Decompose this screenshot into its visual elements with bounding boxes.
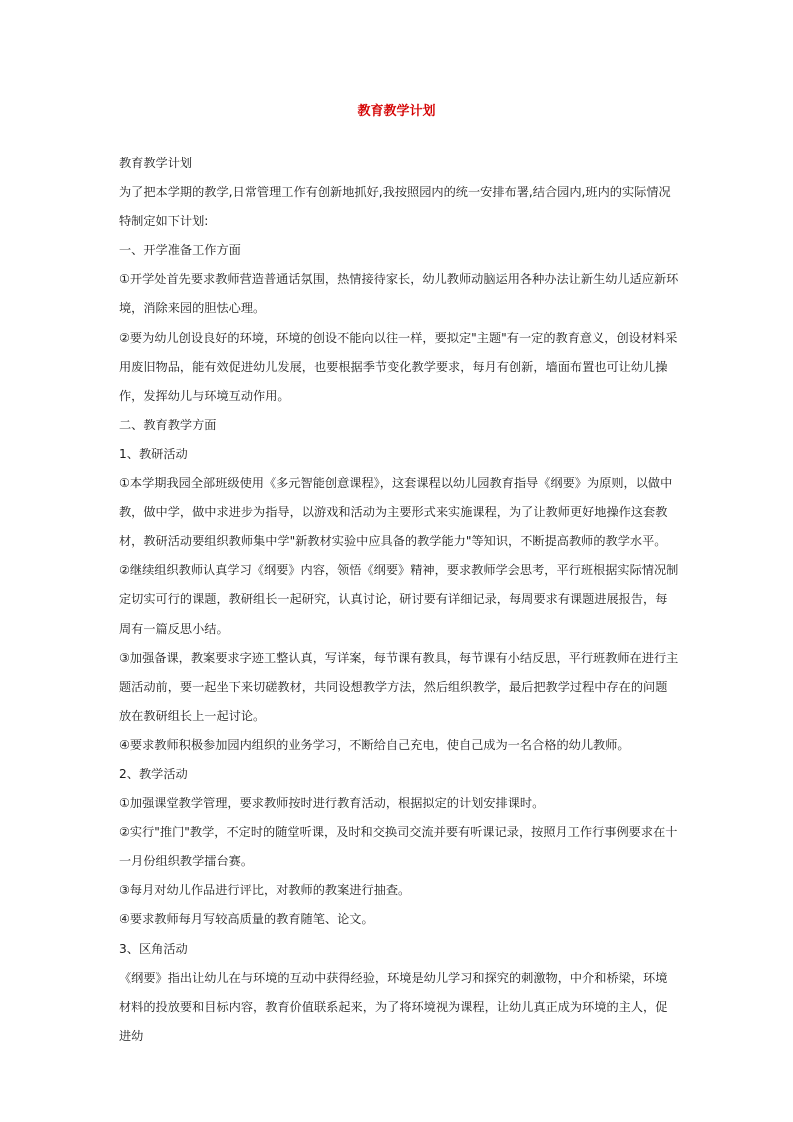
paragraph-subtitle: 教育教学计划 xyxy=(119,156,193,170)
paragraph-item: ③每月对幼儿作品进行评比，对教师的教案进行抽查。 xyxy=(119,883,411,898)
paragraph-intro: 为了把本学期的教学,日常管理工作有创新地抓好,我按照园内的统一安排布署,结合园内,班内的实际情况特制定如下计划: xyxy=(119,185,671,229)
subsection-heading-activities: 2、教学活动 xyxy=(119,766,188,781)
paragraph-item: 《纲要》指出让幼儿在与环境的互动中获得经验，环境是幼儿学习和探究的刺激物，中介和桥梁，环境材料的投放要和目标内容，教育价值联系起来，为了将环境视为课程，让幼儿真正成为环境的主人，促进幼 xyxy=(119,970,668,1043)
paragraph-item: ④要求教师积极参加园内组织的业务学习，不断给自己充电，使自己成为一名合格的幼儿教师。 xyxy=(119,737,630,752)
paragraph-item: ①开学处首先要求教师营造普通话氛围，热情接待家长，幼儿教师动脑运用各种办法让新生幼儿适应新环境，消除来园的胆怯心理。 xyxy=(119,272,679,316)
paragraph-item: ④要求教师每月写较高质量的教育随笔、论文。 xyxy=(119,912,374,927)
document-body xyxy=(119,149,679,1051)
paragraph-item: ②继续组织教师认真学习《纲要》内容，领悟《纲要》精神，要求教师学会思考，平行班根据实际情况制定切实可行的课题，教研组长一起研究，认真讨论，研讨要有详细记录，每周要求有课题进展报告，每周有一篇反思小结。 xyxy=(119,563,679,636)
paragraph-item: ①加强课堂教学管理，要求教师按时进行教育活动，根据拟定的计划安排课时。 xyxy=(119,796,545,811)
subsection-heading-area: 3、区角活动 xyxy=(119,941,188,956)
paragraph-item: ③加强备课，教案要求字迹工整认真，写详案，每节课有教具，每节课有小结反思，平行班教师在进行主题活动前，要一起坐下来切磋教材，共同设想教学方法，然后组织教学，最后把教学过程中存在的问题放在教研组长上一起讨论。 xyxy=(119,650,679,723)
section-heading-teaching: 二、教育教学方面 xyxy=(119,417,217,432)
section-heading-preparation: 一、开学准备工作方面 xyxy=(119,243,241,258)
paragraph-item: ①本学期我园全部班级使用《多元智能创意课程》，这套课程以幼儿园教育指导《纲要》为原则，以做中教，做中学，做中求进步为指导，以游戏和活动为主要形式来实施课程，为了让教师更好地操作这套教材，教研活动要组织教师集中学"新教材实验中应具备的教学能力"等知识，不断提高教师的教学水平。 xyxy=(119,476,673,549)
paragraph-item: ②实行"推门"教学，不定时的随堂听课，及时和交换司交流并要有听课记录，按照月工作行事例要求在十一月份组织教学擂台赛。 xyxy=(119,825,678,869)
document-title: 教育教学计划 xyxy=(357,104,436,119)
subsection-heading-research: 1、教研活动 xyxy=(119,446,188,461)
paragraph-item: ②要为幼儿创设良好的环境，环境的创设不能向以往一样，要拟定"主题"有一定的教育意义，创设材料采用废旧物品，能有效促进幼儿发展，也要根据季节变化教学要求，每月有创新，墙面布置也可让幼儿操作，发挥幼儿与环境互动作用。 xyxy=(119,330,678,403)
